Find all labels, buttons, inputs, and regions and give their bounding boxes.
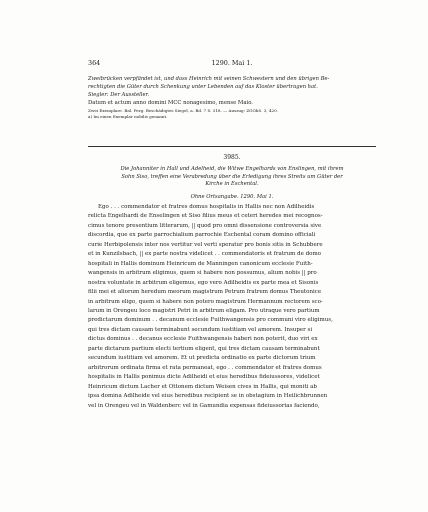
sealer-line: Siegler: Der Aussteller. <box>88 91 150 98</box>
text-line: Heinricum dictum Lacher et Ottonem dictum Weisen cives in Hallis, qui moniti ab <box>88 383 317 390</box>
text-line: hospitalis in Hallis ponimus dicte Adilheidi et eius heredibus fideiussores, videlicet <box>88 374 320 381</box>
prev-italic-line: rechtigten die Güter durch Schenkung unter Lebenden auf das Kloster übertragen hat. <box>88 83 318 90</box>
regest-line: Sohn Siso, treffen eine Verabredung über die Erledigung ihres Streits um Güter der <box>121 173 343 180</box>
text-line: ipsa domina Adilheide vel eius heredibus recipient se in obstagium in Heilichbrunnen <box>88 393 328 400</box>
text-line: parte dictarum partium electi tertium eligent, qui tres dictam causam terminabunt <box>88 345 320 352</box>
page-number: 364 <box>88 59 101 67</box>
text-line: et in Kunzilsbach, || ex parte nostra videlicet . . commendatoris et fratrum de domo <box>88 251 321 258</box>
text-line: curie Herbipolensis inter nos vertitur vel verti speratur pro bonis sitis in Schubbere <box>88 241 323 248</box>
dating-line: Ohne Ortsangabe. 1290. Mai 1. <box>190 194 274 200</box>
section-divider <box>88 146 376 147</box>
footnote-a: a) Im einen Exemplar nobilis genannt. <box>88 113 168 119</box>
previous-document-tail <box>88 76 376 119</box>
text-line: filii mei et aliorum heredum meorum magistrum Petrum fratrem domus Theutonice <box>88 289 322 296</box>
running-title: 1290. Mai 1. <box>211 59 253 67</box>
text-line: qui tres dictam causam terminabunt secundum iustitiam vel amorem. Insuper si <box>88 326 313 333</box>
text-line: dictus dominus . . decanus ecclesie Fuithwangensis haberi non poterit, duo viri ex <box>88 336 318 343</box>
text-line: relicta Engelhardi de Enselingen et Siso filius meus et ceteri heredes mei recognos- <box>88 213 323 220</box>
document-number: 3985. <box>223 154 241 161</box>
text-line: hospitali in Hallis dominum Heinricum de Manningen canonicum ecclesie Fuith- <box>88 260 313 267</box>
regest-line: Die Johanniter in Hall und Adelheid, die Witwe Engelhards von Enslingen, mit ihrem <box>120 166 344 172</box>
source-note: Zwei Exemplare. Bal. Perg. Beschädigtes Siegel, a. Bd. 7 S. 318. — Auszug: ZGOhS. 3, 420. <box>88 107 279 113</box>
datum-line: Datum et actum anno domini MCC nonagesimo, mense Maio. <box>88 99 253 106</box>
text-line: larum in Orengeu loco magistri Petri in arbitrum eligam. Pro utraque vero partium <box>88 307 320 314</box>
prev-italic-line: Zweibrücken verpfändet ist, und dass Heinrich mit seinen Schwestern und den übrigen Be- <box>88 76 330 82</box>
text-line: discordia, que ex parte parrochialium parrochie Eschental coram domino officiali <box>88 232 316 239</box>
text-line: Ego . . . commendator et fratres domus hospitalis in Hallis nec non Adilheidis <box>98 204 315 210</box>
document-text <box>88 203 376 411</box>
text-line: cimus tenore presentium litterarum, || quod pro omni dissensione controversia sive <box>88 222 322 229</box>
text-line: vel in Orengeu vel in Waldenberc vel in Gamundia expensas fideiussorias faciendo, <box>88 402 320 409</box>
text-line: predictarum dominum . . decanum ecclesie Fuithwangensis pro communi viro eligimus, <box>88 317 333 324</box>
text-line: arbitrorum ordinata firma et rata permaneat, ego . . commendator et fratres domus <box>88 364 322 371</box>
regest <box>88 166 376 189</box>
regest-line: Kirche in Eschental. <box>205 181 259 188</box>
text-line: secundum iustitiam vel amorem. Et ut predicta ordinatio ex parte dictorum trium <box>88 355 316 362</box>
text-line: nostra voluntate in arbitrum eligemus, ego vero Adilheidis ex parte mea et Sisonis <box>88 279 319 286</box>
text-line: wangensis in arbitrum eligimus, quem si habere non possumus, alium nobis || pro <box>88 270 317 277</box>
text-line: in arbitrum eligo, quem si habere non potero magistrum Hermannum rectorem sco- <box>88 298 323 305</box>
page-header <box>88 59 376 69</box>
